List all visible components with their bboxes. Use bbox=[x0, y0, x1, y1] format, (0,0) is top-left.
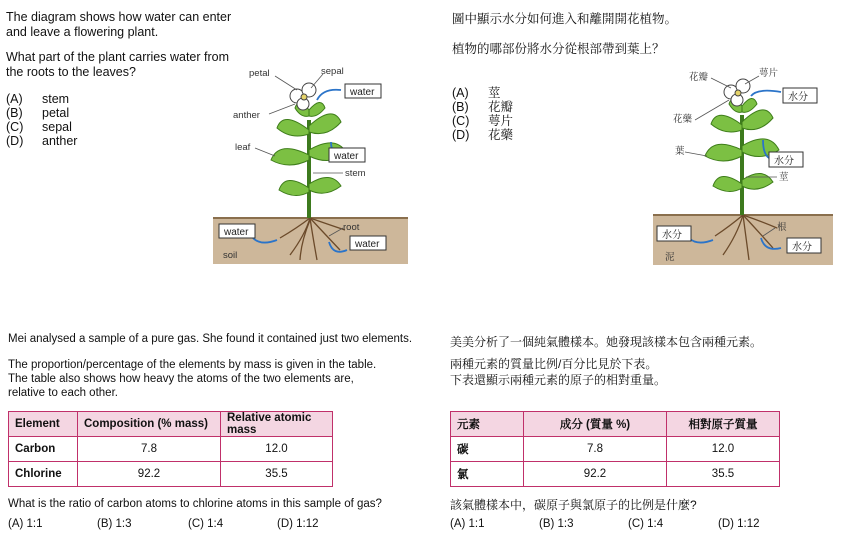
gas-question-en: What is the ratio of carbon atoms to chlorine atoms in this sample of gas? bbox=[8, 498, 382, 510]
option-a-zh[interactable]: (A) 莖 bbox=[452, 86, 501, 100]
choice-d[interactable]: (D) 1:12 bbox=[277, 518, 319, 530]
label-root: root bbox=[343, 222, 360, 233]
water-label-3: water bbox=[224, 227, 249, 238]
col-header-atomic-mass-zh: 相對原子質量 bbox=[667, 412, 780, 437]
option-c-zh[interactable]: (C) 萼片 bbox=[452, 114, 514, 128]
choice-a-zh[interactable]: (A) 1:1 bbox=[450, 518, 485, 530]
water-label-zh-4: 水分 bbox=[792, 242, 812, 253]
water-label-2: water bbox=[334, 151, 359, 162]
choice-b-zh[interactable]: (B) 1:3 bbox=[539, 518, 574, 530]
choice-a[interactable]: (A) 1:1 bbox=[8, 518, 43, 530]
choice-c[interactable]: (C) 1:4 bbox=[188, 518, 224, 530]
water-label-zh-3: 水分 bbox=[662, 230, 682, 241]
col-header-composition: Composition (% mass) bbox=[78, 412, 221, 437]
element-table-zh bbox=[450, 411, 780, 487]
table-row: Chlorine 92.2 35.5 bbox=[9, 462, 333, 487]
choice-d-zh[interactable]: (D) 1:12 bbox=[718, 518, 760, 530]
col-header-element-zh: 元素 bbox=[451, 412, 524, 437]
label-stem-zh: 莖 bbox=[779, 172, 789, 183]
water-label-1: water bbox=[350, 87, 375, 98]
option-b[interactable]: (B) petal bbox=[6, 106, 70, 120]
label-sepal: sepal bbox=[321, 66, 344, 77]
plant-options-en bbox=[6, 92, 77, 148]
gas-text-en: The proportion/percentage of the elements by mass is given in the table. The table also shows how heavy the atoms of the two elements are, relative to each other. bbox=[8, 359, 377, 399]
option-a[interactable]: (A) stem bbox=[6, 92, 70, 106]
table-row: 氯 92.2 35.5 bbox=[451, 462, 780, 487]
option-d-zh[interactable]: (D) 花藥 bbox=[452, 128, 514, 142]
label-soil: soil bbox=[223, 250, 238, 261]
water-label-zh-2: 水分 bbox=[774, 156, 794, 167]
col-header-composition-zh: 成分 (質量 %) bbox=[524, 412, 667, 437]
plant-question-zh: 植物的哪部份將水分從根部帶到葉上？ bbox=[452, 42, 665, 56]
label-leaf-zh: 葉 bbox=[675, 146, 685, 157]
option-b-zh[interactable]: (B) 花瓣 bbox=[452, 100, 514, 114]
label-petal: petal bbox=[249, 68, 270, 79]
gas-text-zh: 兩種元素的質量比例/百分比見於下表。 下表還顯示兩種元素的原子的相對重量。 bbox=[450, 357, 667, 387]
label-stem: stem bbox=[345, 168, 366, 179]
label-sepal-zh: 萼片 bbox=[759, 68, 779, 79]
plant-intro-zh: 圖中顯示水分如何進入和離開開花植物。 bbox=[452, 12, 678, 26]
plant-options-zh bbox=[452, 86, 513, 142]
label-petal-zh: 花瓣 bbox=[689, 72, 709, 83]
label-root-zh: 根 bbox=[777, 222, 787, 233]
label-anther: anther bbox=[233, 110, 260, 121]
choice-c-zh[interactable]: (C) 1:4 bbox=[628, 518, 664, 530]
plant-diagram-en bbox=[205, 60, 410, 270]
option-d[interactable]: (D) anther bbox=[6, 134, 78, 148]
col-header-element: Element bbox=[9, 412, 78, 437]
water-label-zh-1: 水分 bbox=[788, 92, 808, 103]
element-table-en bbox=[8, 411, 333, 487]
plant-question-en: What part of the plant carries water from the roots to the leaves? bbox=[6, 50, 230, 79]
option-c[interactable]: (C) sepal bbox=[6, 120, 72, 134]
gas-intro-en: Mei analysed a sample of a pure gas. She found it contained just two elements. bbox=[8, 333, 413, 345]
table-row: 碳 7.8 12.0 bbox=[451, 437, 780, 462]
plant-intro-en: The diagram shows how water can enter and leave a flowering plant. bbox=[6, 10, 232, 39]
gas-question-zh: 該氣體樣本中，碳原子與氯原子的比例是什麼? bbox=[450, 498, 697, 512]
gas-intro-zh: 美美分析了一個純氣體樣本。她發現該樣本包含兩種元素。 bbox=[450, 335, 763, 349]
table-row: Carbon 7.8 12.0 bbox=[9, 437, 333, 462]
water-label-4: water bbox=[355, 239, 380, 250]
label-soil-zh: 泥 bbox=[665, 252, 675, 263]
choice-b[interactable]: (B) 1:3 bbox=[97, 518, 132, 530]
label-leaf: leaf bbox=[235, 142, 251, 153]
plant-diagram-zh bbox=[645, 60, 840, 270]
col-header-atomic-mass: Relative atomic mass bbox=[221, 412, 333, 437]
label-anther-zh: 花藥 bbox=[673, 114, 693, 125]
